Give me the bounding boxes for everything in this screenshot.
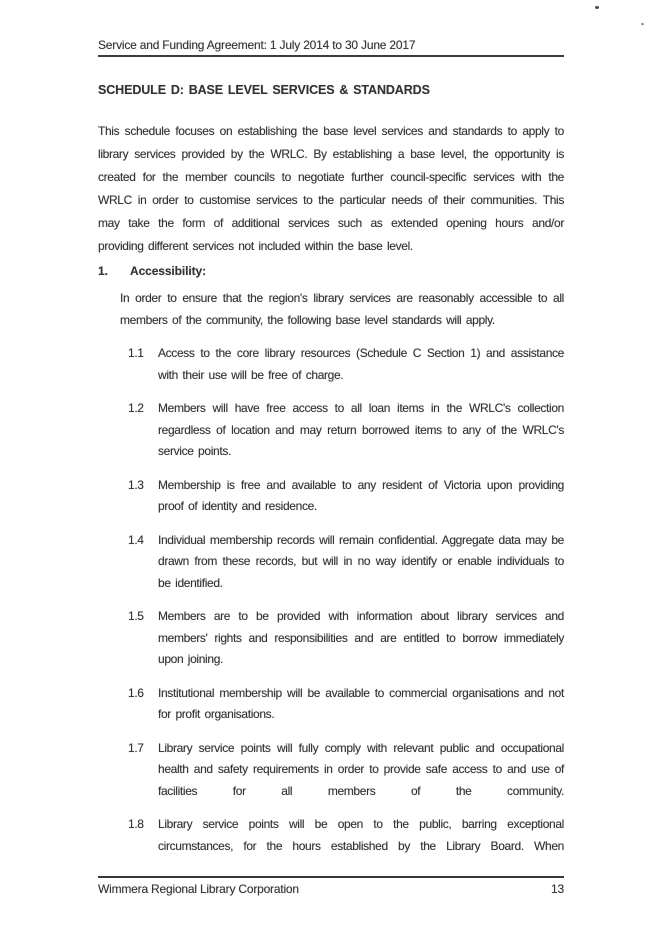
section-label: Accessibility: bbox=[130, 264, 206, 278]
intro-paragraph: This schedule focuses on establishing the base level services and standards to apply to library services provided by the WRLC. By establishing a base level, the opportunity is created for the member councils to negotiate further council-specific services with the WRLC in order to customise services to the particular needs of their communities. This may take the form of additional services such as extended opening hours and/or providing different services not included within the base level. bbox=[98, 124, 564, 253]
item-number: 1.8 bbox=[128, 817, 144, 831]
item-text: Members will have free access to all loan items in the WRLC's collection regardless of location and may return borrowed items to any of the WRLC's service points. bbox=[158, 401, 564, 458]
header-title: Service and Funding Agreement: 1 July 2014 to 30 June 2017 bbox=[98, 38, 416, 52]
item-number: 1.2 bbox=[128, 401, 144, 415]
item-number: 1.5 bbox=[128, 609, 144, 623]
section-lead: In order to ensure that the region's library services are reasonably accessible to all members of the community, the following base level standards will apply. bbox=[120, 291, 564, 327]
page-footer bbox=[98, 876, 564, 896]
item-number: 1.1 bbox=[128, 346, 144, 360]
page-number: 13 bbox=[551, 882, 564, 896]
list-item bbox=[128, 814, 564, 857]
section-number: 1. bbox=[98, 264, 108, 278]
page-header bbox=[98, 38, 564, 57]
item-text: Institutional membership will be available to commercial organisations and not for profit organisations. bbox=[158, 685, 564, 721]
scan-artifact bbox=[595, 6, 599, 9]
item-text: Library service points will be open to the public, barring exceptional circumstances, for the hours established by the Library Board. When bbox=[158, 817, 564, 853]
list-item bbox=[128, 398, 564, 463]
list-item bbox=[128, 683, 564, 726]
item-text: Members are to be provided with information about library services and members' rights and responsibilities and are entitled to borrow immediately upon joining. bbox=[158, 609, 564, 666]
footer-organisation: Wimmera Regional Library Corporation bbox=[98, 882, 299, 896]
item-number: 1.6 bbox=[128, 685, 144, 700]
section-heading bbox=[98, 261, 564, 282]
schedule-title: SCHEDULE D: BASE LEVEL SERVICES & STANDARDS bbox=[98, 83, 430, 97]
document-body bbox=[98, 83, 564, 869]
list-item bbox=[128, 475, 564, 518]
list-item bbox=[128, 343, 564, 386]
item-number: 1.3 bbox=[128, 477, 144, 492]
scan-artifact bbox=[641, 23, 644, 25]
item-number: 1.4 bbox=[128, 532, 144, 547]
item-number: 1.7 bbox=[128, 740, 144, 755]
item-text: Library service points will fully comply with relevant public and occupational health and safety requirements in order to provide safe access to and use of facilities for all members of the community. bbox=[158, 740, 564, 798]
list-item bbox=[128, 606, 564, 671]
item-text: Membership is free and available to any resident of Victoria upon providing proof of identity and residence. bbox=[158, 477, 564, 513]
item-text: Access to the core library resources (Schedule C Section 1) and assistance with their use will be free of charge. bbox=[158, 346, 564, 382]
item-text: Individual membership records will remain confidential. Aggregate data may be drawn from these records, but will in no way identify or enable individuals to be identified. bbox=[158, 532, 564, 590]
list-item bbox=[128, 738, 564, 803]
list-item bbox=[128, 530, 564, 595]
